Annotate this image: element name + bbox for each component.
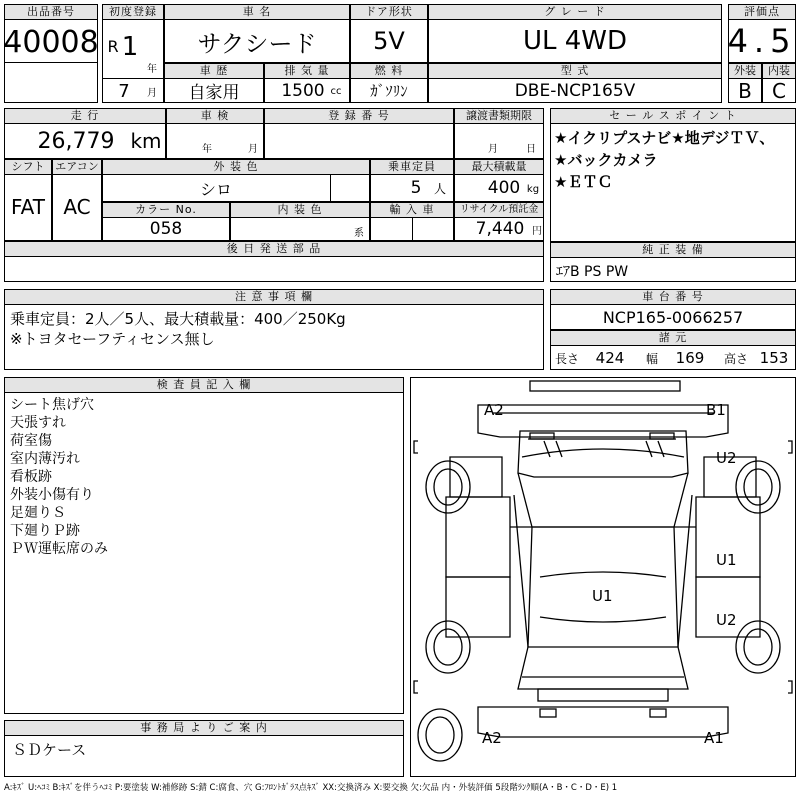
transfer-day-unit: 日 (526, 143, 536, 155)
reg-month: 7 (118, 80, 130, 102)
caution-line: ※トヨタセーフティセンス無し (10, 330, 215, 348)
car-name-label: 車 名 (164, 4, 350, 20)
color: シロ (199, 179, 232, 199)
mark-u2-right-upper: U2 (716, 449, 737, 467)
inspector-line: 下廻りＰ跡 (10, 523, 80, 539)
model-label: 型 式 (428, 63, 722, 79)
interior-color-unit: 系 (354, 227, 364, 239)
mileage-unit: km (130, 129, 162, 153)
later-parts-label: 後 日 発 送 部 品 (4, 241, 544, 257)
inspector-line: ＰＷ運転席のみ (10, 541, 108, 557)
legend: A:ｷｽﾞ U:ﾍｺﾐ B:ｷｽﾞを伴うﾍｺﾐ P:要塗装 W:補修跡 S:錆 C:腐食、穴 G:ﾌﾛﾝﾄｶﾞﾗｽ点ｷｽﾞ XX:交換済み X:要交換 欠:欠品 内・外装評価 5段階ﾗﾝｸ順(A・B・C・D・E) 1 (4, 783, 618, 793)
reg-no-label: 登 録 番 号 (264, 108, 454, 124)
width-label: 幅 (645, 351, 658, 366)
height-label: 高さ (723, 351, 748, 366)
grade-label: グ レ ー ド (428, 4, 722, 20)
fuel: ｶﾞｿﾘﾝ (370, 82, 408, 100)
mark-a1-bottom: A1 (704, 729, 724, 747)
selling-points-label: セ ー ル ス ポ イ ン ト (550, 108, 796, 124)
reg-no-box (264, 123, 454, 159)
reg-era: R (107, 36, 119, 56)
capacity-unit: 人 (433, 181, 446, 196)
ac-label: エアコン (52, 159, 102, 175)
car-name: サクシード (197, 29, 317, 58)
later-parts-box (4, 256, 544, 282)
dims-label: 諸 元 (550, 330, 796, 346)
car-diagram (410, 377, 796, 777)
max-load: 400 (487, 178, 521, 198)
capacity: 5 (410, 178, 422, 198)
mark-b1-top: B1 (706, 401, 726, 419)
ac: AC (63, 195, 91, 219)
transfer-label: 譲渡書類期限 (454, 108, 544, 124)
import-label: 輸 入 車 (370, 202, 454, 218)
displacement-label: 排 気 量 (264, 63, 350, 79)
inspector-line: シート焦げ穴 (10, 397, 94, 413)
door: 5V (373, 27, 405, 55)
interior-grade: C (772, 78, 786, 103)
lot-no: 40008 (3, 24, 99, 60)
height: 153 (759, 349, 789, 367)
caution-notes (10, 309, 346, 349)
office-text: ＳＤケース (12, 741, 87, 759)
length: 424 (595, 349, 625, 367)
mark-u1-center: U1 (592, 587, 613, 605)
inspector-line: 天張すれ (10, 415, 66, 431)
insp-year-unit: 年 (202, 143, 212, 155)
selling-points (554, 127, 794, 193)
history-label: 車 歴 (164, 63, 264, 79)
color-label: 外 装 色 (102, 159, 370, 175)
max-load-unit: kg (526, 183, 540, 195)
length-label: 長さ (554, 351, 579, 366)
mark-u2-right-lower: U2 (716, 611, 737, 629)
width: 169 (675, 349, 705, 367)
mileage-label: 走 行 (4, 108, 166, 124)
transfer-month-unit: 月 (488, 143, 498, 155)
lot-no-label: 出品番号 (4, 4, 98, 20)
reg-year-unit: 年 (147, 63, 157, 75)
mark-u1-right: U1 (716, 551, 737, 569)
inspector-line: 室内薄汚れ (10, 451, 80, 467)
door-label: ドア形状 (350, 4, 428, 20)
selling-point-line: ★ＥＴＣ (554, 173, 613, 191)
exterior-grade: B (738, 78, 752, 103)
office-label: 事 務 局 よ り ご 案 内 (4, 720, 404, 736)
inspector-line: 荷室傷 (10, 433, 52, 449)
model: DBE-NCP165V (514, 80, 636, 101)
inspection-label: 車 検 (166, 108, 264, 124)
capacity-label: 乗車定員 (370, 159, 454, 175)
mark-a2-bottom: A2 (482, 729, 502, 747)
first-reg-label: 初度登録 (102, 4, 164, 20)
chassis-label: 車 台 番 号 (550, 289, 796, 305)
color-no-label: カラー No. (102, 202, 230, 218)
color-no: 058 (149, 219, 183, 239)
score-label: 評価点 (728, 4, 796, 20)
inspector-label: 検 査 員 記 入 欄 (4, 377, 404, 393)
recycle: 7,440 (475, 219, 525, 239)
interior-label: 内装 (762, 63, 796, 79)
chassis-no: NCP165-0066257 (602, 307, 744, 327)
shift: FAT (10, 195, 45, 219)
inspector-notes (10, 396, 108, 558)
reg-month-unit: 月 (147, 87, 157, 99)
selling-point-line: ★バックカメラ (554, 151, 658, 169)
selling-point-line: ★イクリプスナビ★地デジＴＶ、 (554, 129, 775, 147)
interior-color-label: 内 装 色 (230, 202, 370, 218)
equipment: ｴｱB PS PW (556, 264, 629, 280)
history: 自家用 (188, 83, 240, 103)
caution-label: 注 意 事 項 欄 (4, 289, 544, 305)
mileage: 26,779 (37, 128, 115, 154)
reg-year: 1 (121, 32, 139, 62)
grade: UL 4WD (522, 26, 628, 56)
fuel-label: 燃 料 (350, 63, 428, 79)
max-load-label: 最大積載量 (454, 159, 544, 175)
displacement-unit: cc (330, 85, 342, 97)
recycle-unit: 円 (532, 225, 542, 237)
inspector-line: 看板跡 (10, 469, 52, 485)
caution-line: 乗車定員：2人／5人、最大積載量：400／250Kg (10, 310, 346, 328)
displacement: 1500 (281, 80, 325, 101)
score: 4.5 (727, 22, 797, 60)
inspector-line: 外装小傷有り (10, 487, 94, 503)
inspector-line: 足廻りＳ (10, 505, 66, 521)
recycle-label: リサイクル預託金 (454, 202, 544, 218)
equipment-label: 純 正 装 備 (550, 242, 796, 258)
insp-month-unit: 月 (248, 143, 258, 155)
shift-label: シフト (4, 159, 52, 175)
mark-a2-top: A2 (484, 401, 504, 419)
exterior-label: 外装 (728, 63, 762, 79)
